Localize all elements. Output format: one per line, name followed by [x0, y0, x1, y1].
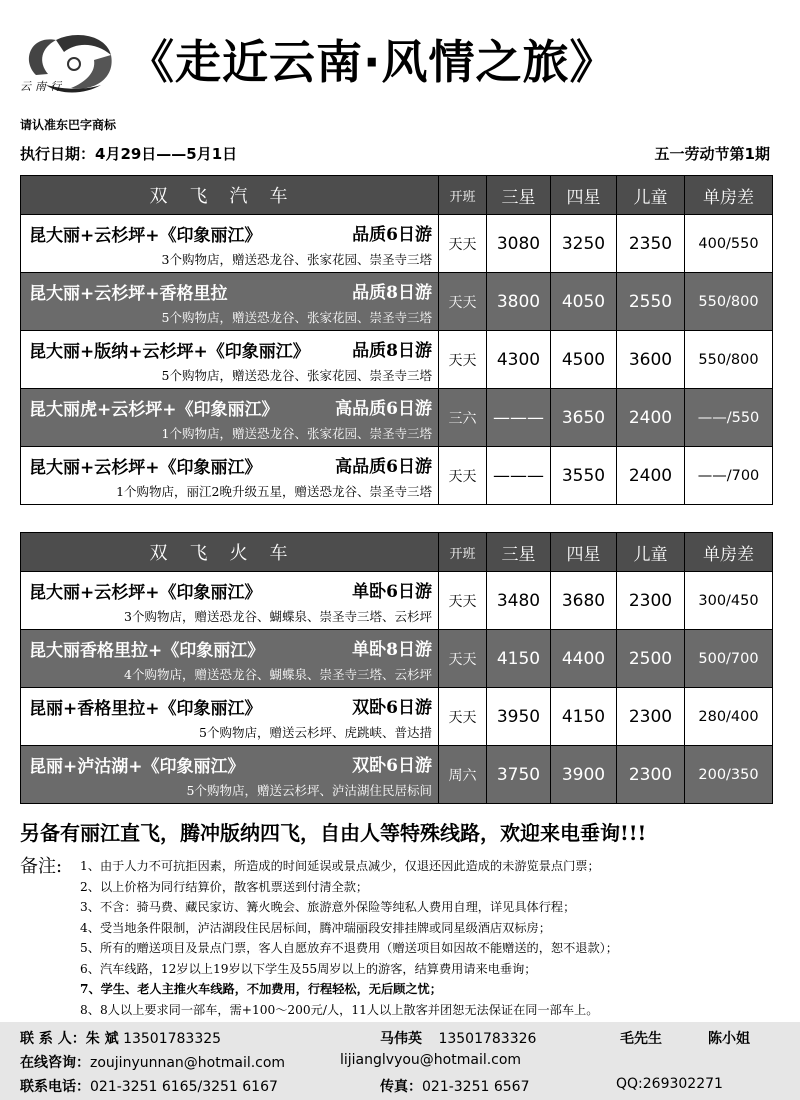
single-room-price: 400/550 [685, 215, 773, 273]
route-name: 昆大丽香格里拉+《印象丽江》 [29, 641, 265, 661]
four-star-price: 4500 [551, 331, 617, 389]
note-item: 4、受当地条件限制，泸沽湖段住民居标间，腾冲瑞丽段安排挂牌或同星级酒店双标房； [80, 920, 551, 935]
air-bus-table [20, 175, 773, 505]
route-name: 昆大丽+云杉坪+《印象丽江》 [29, 458, 262, 478]
col-single-room: 单房差 [685, 533, 773, 572]
route-desc: 5个购物店，赠送恐龙谷、张家花园、崇圣寺三塔 [161, 368, 432, 383]
table-row [21, 572, 773, 630]
note-item: 2、以上价格为同行结算价，散客机票送到付清全款； [80, 879, 369, 894]
notes-label: 备注: [20, 856, 63, 877]
contact-label: 联 系 人： [20, 1031, 86, 1047]
logo-text: 云南行 [20, 80, 65, 93]
fax-number: 021-3251 6567 [422, 1079, 530, 1095]
schedule: 天天 [439, 447, 487, 505]
child-price: 2500 [617, 630, 685, 688]
contact-person-4: 陈小姐 [708, 1031, 750, 1047]
period-label: 五一劳动节第1期 [654, 145, 770, 163]
three-star-price: 3950 [487, 688, 551, 746]
email-2[interactable]: lijianglvyou@hotmail.com [340, 1052, 522, 1068]
note-item: 1、由于人力不可抗拒因素，所造成的时间延误或景点减少，仅退还因此造成的未游览景点门票； [80, 859, 600, 873]
notes-list [80, 856, 792, 1020]
route-name: 昆大丽虎+云杉坪+《印象丽江》 [29, 400, 279, 420]
three-star-price: 4150 [487, 630, 551, 688]
note-item: 3、不含：骑马费、藏民家访、篝火晚会、旅游意外保险等纯私人费用自理，详见具体行程； [80, 900, 576, 914]
route-desc: 1个购物店，丽江2晚升级五星，赠送恐龙谷、崇圣寺三塔 [116, 484, 432, 499]
route-grade: 高品质6日游 [335, 457, 432, 477]
single-room-price: ——/550 [685, 389, 773, 447]
contact-person-2: 马伟英 [380, 1031, 422, 1047]
schedule: 天天 [439, 572, 487, 630]
col-single-room: 单房差 [685, 176, 773, 215]
four-star-price: 4150 [551, 688, 617, 746]
child-price: 2400 [617, 447, 685, 505]
page-title: 《走近云南·风情之旅》 [128, 35, 617, 89]
col-child: 儿童 [617, 176, 685, 215]
child-price: 2400 [617, 389, 685, 447]
contact-person-1: 朱 斌 [85, 1031, 119, 1047]
schedule: 天天 [439, 630, 487, 688]
route-name: 昆大丽+版纳+云杉坪+《印象丽江》 [29, 342, 310, 362]
email-1[interactable]: zoujinyunnan@hotmail.com [90, 1055, 286, 1071]
single-room-price: 500/700 [685, 630, 773, 688]
route-grade: 双卧6日游 [352, 756, 432, 776]
route-name: 昆大丽+云杉坪+《印象丽江》 [29, 226, 262, 246]
child-price: 2300 [617, 688, 685, 746]
route-desc: 5个购物店，赠送云杉坪、虎跳峡、普达措 [199, 725, 432, 740]
route-desc: 1个购物店，赠送恐龙谷、张家花园、崇圣寺三塔 [161, 426, 432, 441]
route-name: 昆大丽+云杉坪+《印象丽江》 [29, 583, 262, 603]
table-row [21, 389, 773, 447]
route-grade: 双卧6日游 [352, 698, 432, 718]
single-room-price: 300/450 [685, 572, 773, 630]
group-title: 双飞汽车 [21, 176, 439, 215]
table-row [21, 215, 773, 273]
fax-label: 传真： [380, 1079, 422, 1095]
contact-person-3: 毛先生 [620, 1031, 662, 1047]
four-star-price: 3680 [551, 572, 617, 630]
execution-date: 执行日期：4月29日——5月1日 [20, 145, 238, 163]
col-schedule: 开班 [439, 533, 487, 572]
route-desc: 4个购物店，赠送恐龙谷、蝴蝶泉、崇圣寺三塔、云杉坪 [124, 667, 432, 682]
col-three-star: 三星 [487, 533, 551, 572]
three-star-price: 3080 [487, 215, 551, 273]
group-title: 双飞火车 [21, 533, 439, 572]
schedule: 周六 [439, 746, 487, 804]
col-four-star: 四星 [551, 176, 617, 215]
table-row [21, 630, 773, 688]
route-grade: 高品质6日游 [335, 399, 432, 419]
child-price: 3600 [617, 331, 685, 389]
four-star-price: 3650 [551, 389, 617, 447]
single-room-price: 550/800 [685, 331, 773, 389]
three-star-price: 3800 [487, 273, 551, 331]
route-grade: 单卧8日游 [352, 640, 432, 660]
child-price: 2300 [617, 746, 685, 804]
single-room-price: ——/700 [685, 447, 773, 505]
contact-bar [0, 1022, 800, 1100]
route-grade: 品质8日游 [352, 341, 432, 361]
child-price: 2300 [617, 572, 685, 630]
table-header [21, 533, 773, 572]
table-row [21, 273, 773, 331]
child-price: 2550 [617, 273, 685, 331]
three-star-price: 3480 [487, 572, 551, 630]
table-row [21, 331, 773, 389]
table-row [21, 688, 773, 746]
col-child: 儿童 [617, 533, 685, 572]
three-star-price: 3750 [487, 746, 551, 804]
route-desc: 3个购物店，赠送恐龙谷、蝴蝶泉、崇圣寺三塔、云杉坪 [124, 609, 432, 624]
table-row [21, 746, 773, 804]
route-grade: 单卧6日游 [352, 582, 432, 602]
note-item: 5、所有的赠送项目及景点门票，客人自愿放弃不退费用（赠送项目如因故不能赠送的，恕不退款）； [80, 941, 618, 955]
date-row [20, 143, 780, 164]
single-room-price: 200/350 [685, 746, 773, 804]
three-star-price: ——— [487, 389, 551, 447]
route-name: 昆丽+香格里拉+《印象丽江》 [29, 699, 262, 719]
special-routes-note: 另备有丽江直飞，腾冲版纳四飞，自由人等特殊线路，欢迎来电垂询!!! [20, 821, 647, 845]
tel-label: 联系电话： [20, 1079, 90, 1095]
note-item: 7、学生、老人主推火车线路，不加费用，行程轻松，无后顾之忧； [80, 982, 442, 996]
route-desc: 3个购物店，赠送恐龙谷、张家花园、崇圣寺三塔 [161, 252, 432, 267]
schedule: 三六 [439, 389, 487, 447]
route-desc: 5个购物店，赠送云杉坪、泸沽湖住民居标间 [186, 783, 432, 798]
col-three-star: 三星 [487, 176, 551, 215]
contact-phone-1: 13501783325 [123, 1031, 222, 1047]
four-star-price: 3550 [551, 447, 617, 505]
col-four-star: 四星 [551, 533, 617, 572]
child-price: 2350 [617, 215, 685, 273]
col-schedule: 开班 [439, 176, 487, 215]
four-star-price: 4400 [551, 630, 617, 688]
tel-number: 021-3251 6165/3251 6167 [90, 1079, 278, 1095]
online-label: 在线咨询： [20, 1055, 90, 1071]
schedule: 天天 [439, 331, 487, 389]
table-header [21, 176, 773, 215]
schedule: 天天 [439, 215, 487, 273]
three-star-price: ——— [487, 447, 551, 505]
four-star-price: 4050 [551, 273, 617, 331]
three-star-price: 4300 [487, 331, 551, 389]
qq-number: QQ:269302271 [616, 1076, 723, 1092]
contact-phone-2: 13501783326 [438, 1031, 537, 1047]
note-item: 8、8人以上要求同一部车，需+100～200元/人，11人以上散客并团恕无法保证在同一部车上。 [80, 1002, 599, 1017]
note-item: 6、汽车线路，12岁以上19岁以下学生及55周岁以上的游客，结算费用请来电垂询； [80, 961, 537, 976]
route-name: 昆丽+泸沽湖+《印象丽江》 [29, 757, 245, 777]
single-room-price: 280/400 [685, 688, 773, 746]
brand-note: 请认准东巴字商标 [20, 118, 117, 132]
air-train-table [20, 532, 773, 804]
table-row [21, 447, 773, 505]
four-star-price: 3900 [551, 746, 617, 804]
route-grade: 品质6日游 [352, 225, 432, 245]
schedule: 天天 [439, 688, 487, 746]
route-grade: 品质8日游 [352, 283, 432, 303]
route-desc: 5个购物店，赠送恐龙谷、张家花园、崇圣寺三塔 [161, 310, 432, 325]
single-room-price: 550/800 [685, 273, 773, 331]
schedule: 天天 [439, 273, 487, 331]
route-name: 昆大丽+云杉坪+香格里拉 [29, 284, 228, 304]
four-star-price: 3250 [551, 215, 617, 273]
